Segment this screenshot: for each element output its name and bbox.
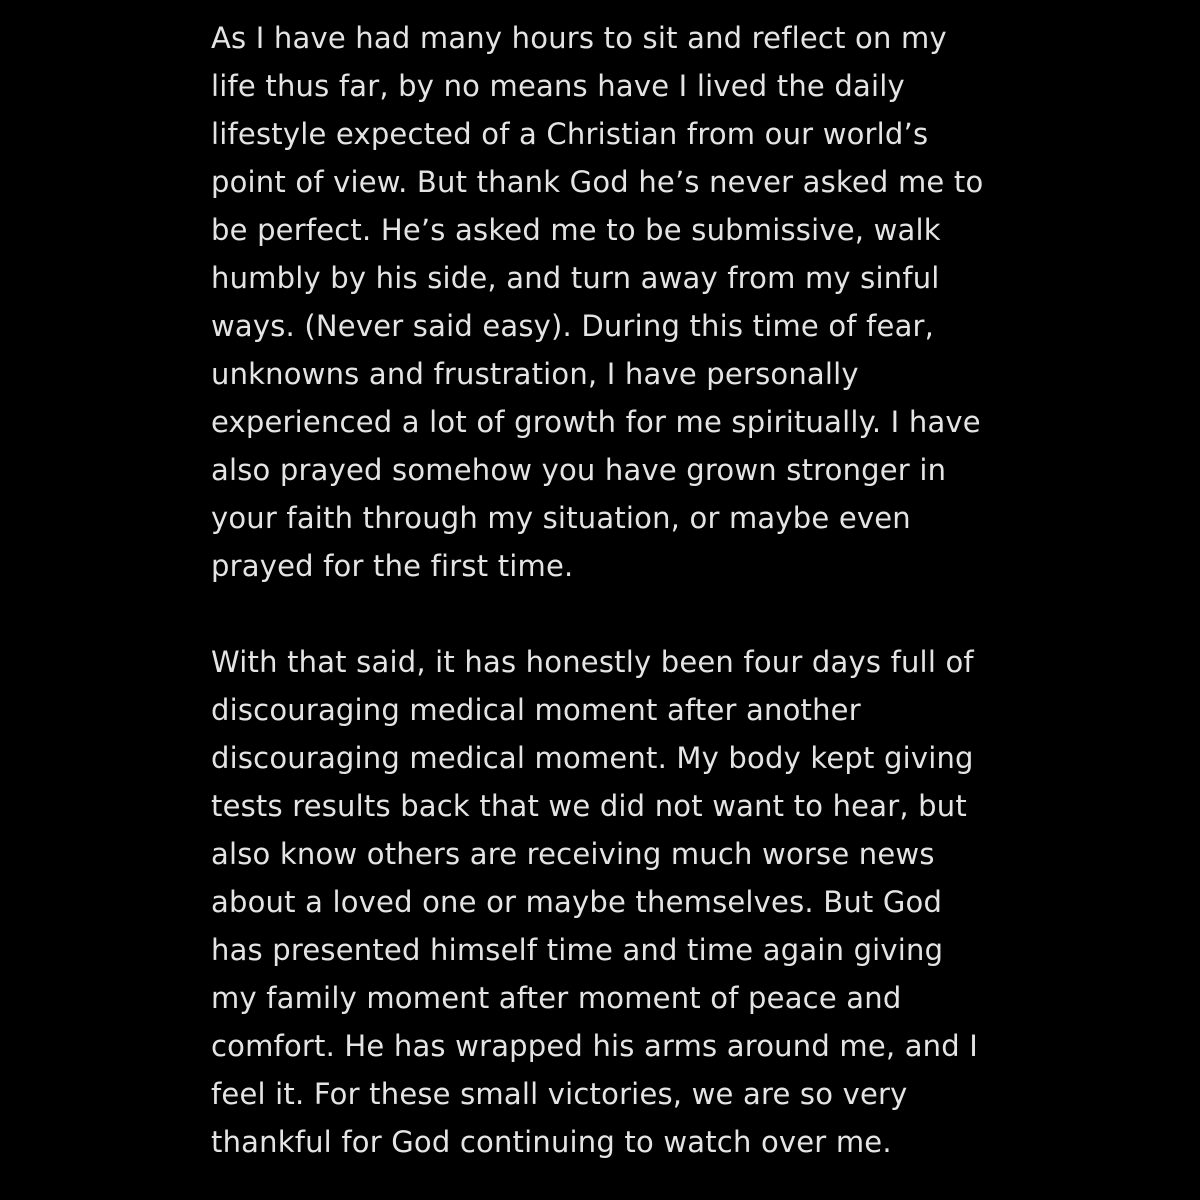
text-line: discouraging medical moment. My body kept giving xyxy=(211,741,974,775)
text-line: has presented himself time and time again giving xyxy=(211,933,944,967)
text-line: also know others are receiving much worse news xyxy=(211,837,935,871)
text-line: point of view. But thank God he’s never asked me to xyxy=(211,165,984,199)
text-line: tests results back that we did not want to hear, but xyxy=(211,789,967,823)
text-line: ways. (Never said easy). During this time of fear, xyxy=(211,309,935,343)
paragraph-spacer xyxy=(211,590,1011,638)
text-line: comfort. He has wrapped his arms around me, and I xyxy=(211,1029,979,1063)
text-line: lifestyle expected of a Christian from our world’s xyxy=(211,117,929,151)
text-line: prayed for the first time. xyxy=(211,549,574,583)
text-line: With that said, it has honestly been four days full of xyxy=(211,645,974,679)
text-line: discouraging medical moment after another xyxy=(211,693,861,727)
text-line: life thus far, by no means have I lived the daily xyxy=(211,69,905,103)
paragraph-1 xyxy=(211,14,1011,590)
note-body[interactable] xyxy=(211,14,1011,1166)
text-line: your faith through my situation, or maybe even xyxy=(211,501,911,535)
text-line: feel it. For these small victories, we are so very xyxy=(211,1077,908,1111)
text-line: thankful for God continuing to watch over me. xyxy=(211,1125,892,1159)
paragraph-2 xyxy=(211,638,1011,1166)
text-line: humbly by his side, and turn away from my sinful xyxy=(211,261,940,295)
text-line: unknowns and frustration, I have personally xyxy=(211,357,859,391)
text-line: experienced a lot of growth for me spiritually. I have xyxy=(211,405,981,439)
text-line: my family moment after moment of peace and xyxy=(211,981,902,1015)
text-line: be perfect. He’s asked me to be submissive, walk xyxy=(211,213,941,247)
text-line: also prayed somehow you have grown stronger in xyxy=(211,453,947,487)
text-line: As I have had many hours to sit and reflect on my xyxy=(211,21,947,55)
text-line: about a loved one or maybe themselves. But God xyxy=(211,885,943,919)
